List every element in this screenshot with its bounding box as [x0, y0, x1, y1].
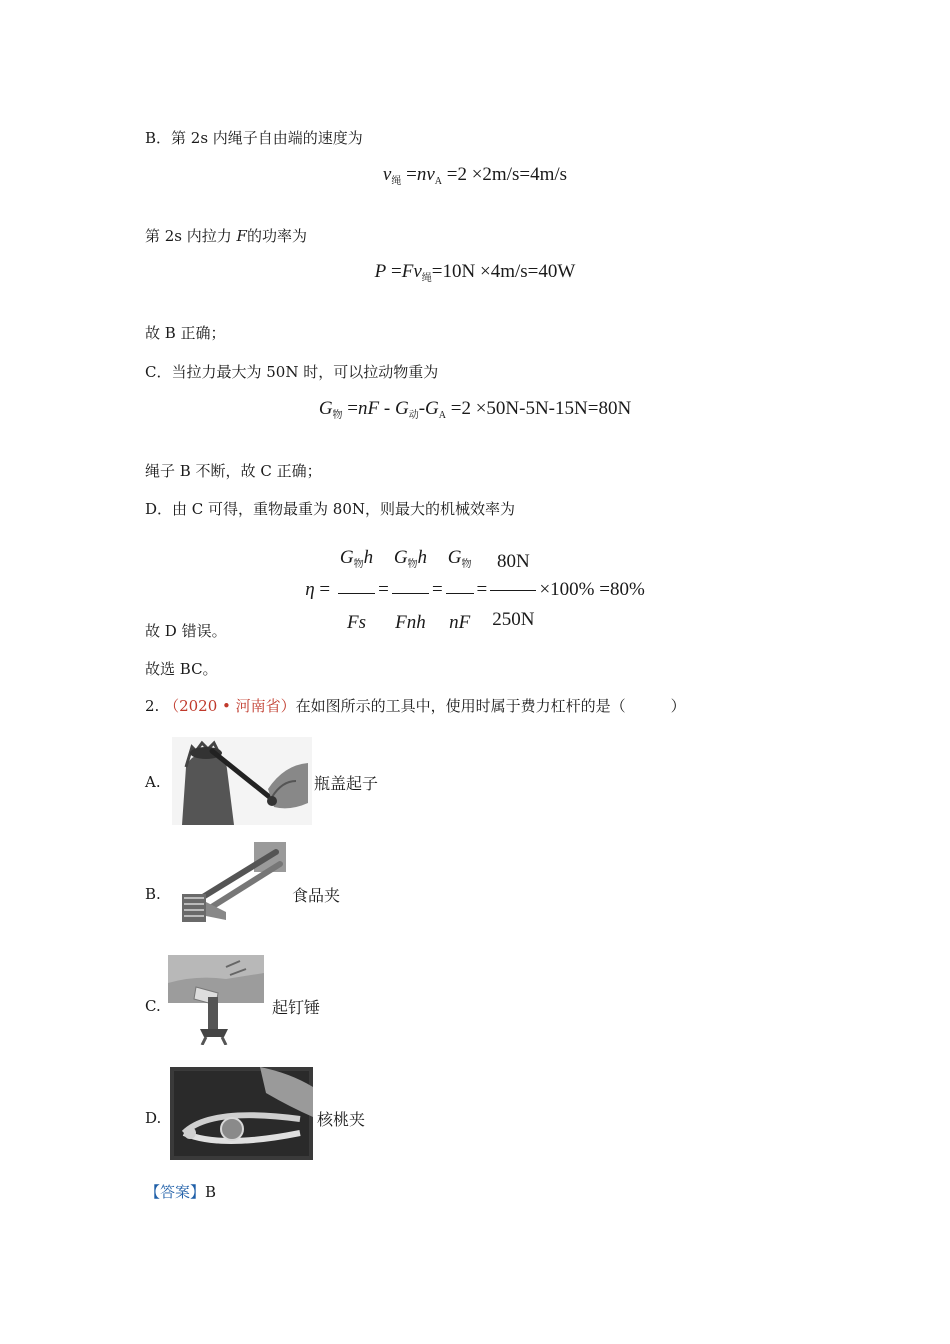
question-source: （2020 • 河南省） — [164, 697, 296, 715]
equation-max-weight: $G_物 =nF - G_动-G_A =2 \times 50N-5N-15N=80N$ — [318, 398, 632, 421]
option-d-caption: 核桃夹 — [317, 1110, 366, 1129]
fraction-3: $\frac{G_物}{nF}$ — [446, 531, 474, 650]
bottle-opener-image — [172, 737, 312, 825]
food-tongs-image — [176, 842, 286, 928]
equation-power: $P =Fv_绳=10N \times 4m/s=40W$ — [374, 261, 576, 284]
equation-efficiency: η = $\frac{G_物h}{Fs}$ = $\frac{G_物h}{\text{Fnh}}$ = $\frac{G_物}{nF}$ = $\frac{80N}{250N}$ ×100% =80% — [0, 531, 950, 650]
option-d-intro: D．由 C 可得，重物最重为 80N，则最大的机械效率为 — [145, 500, 516, 518]
option-a-caption: 瓶盖起子 — [314, 774, 379, 793]
option-b-label: B. — [145, 885, 161, 903]
option-c-conclusion: 绳子 B 不断，故 C 正确； — [145, 462, 322, 480]
fraction-4: $\frac{80N}{250N}$ — [490, 535, 536, 647]
option-c-intro: C．当拉力最大为 50N 时，可以拉动物重为 — [145, 363, 439, 381]
option-a-label: A. — [145, 773, 161, 791]
question-2: 2. （2020 • 河南省）在如图所示的工具中，使用时属于费力杠杆的是（ ） — [145, 697, 686, 715]
answer — [145, 1182, 216, 1202]
power-intro: 第 2s 内拉力 F的功率为 — [145, 227, 307, 245]
equation-rope-speed: $v_绳 =nv_A =2 \times 2m/s=4m/s$ — [382, 164, 568, 187]
final-choice: 故选 BC。 — [145, 660, 218, 678]
answer-tag: 【答案】 — [145, 1183, 206, 1201]
option-c-label: C. — [145, 997, 161, 1015]
option-c-caption: 起钉锤 — [272, 998, 321, 1017]
claw-hammer-image — [166, 953, 268, 1045]
fraction-1: $\frac{G_物h}{Fs}$ — [338, 531, 375, 650]
answer-value: B — [205, 1183, 217, 1201]
fraction-2: $\frac{G_物h}{\text{Fnh}}$ — [392, 531, 429, 650]
option-b-intro: B．第 2s 内绳子自由端的速度为 — [145, 129, 363, 147]
option-b-caption: 食品夹 — [292, 886, 341, 905]
nutcracker-image — [170, 1067, 313, 1160]
option-b-conclusion: 故 B 正确； — [145, 324, 226, 342]
option-d-label: D. — [145, 1109, 162, 1127]
option-d-conclusion: 故 D 错误。 — [145, 622, 227, 640]
